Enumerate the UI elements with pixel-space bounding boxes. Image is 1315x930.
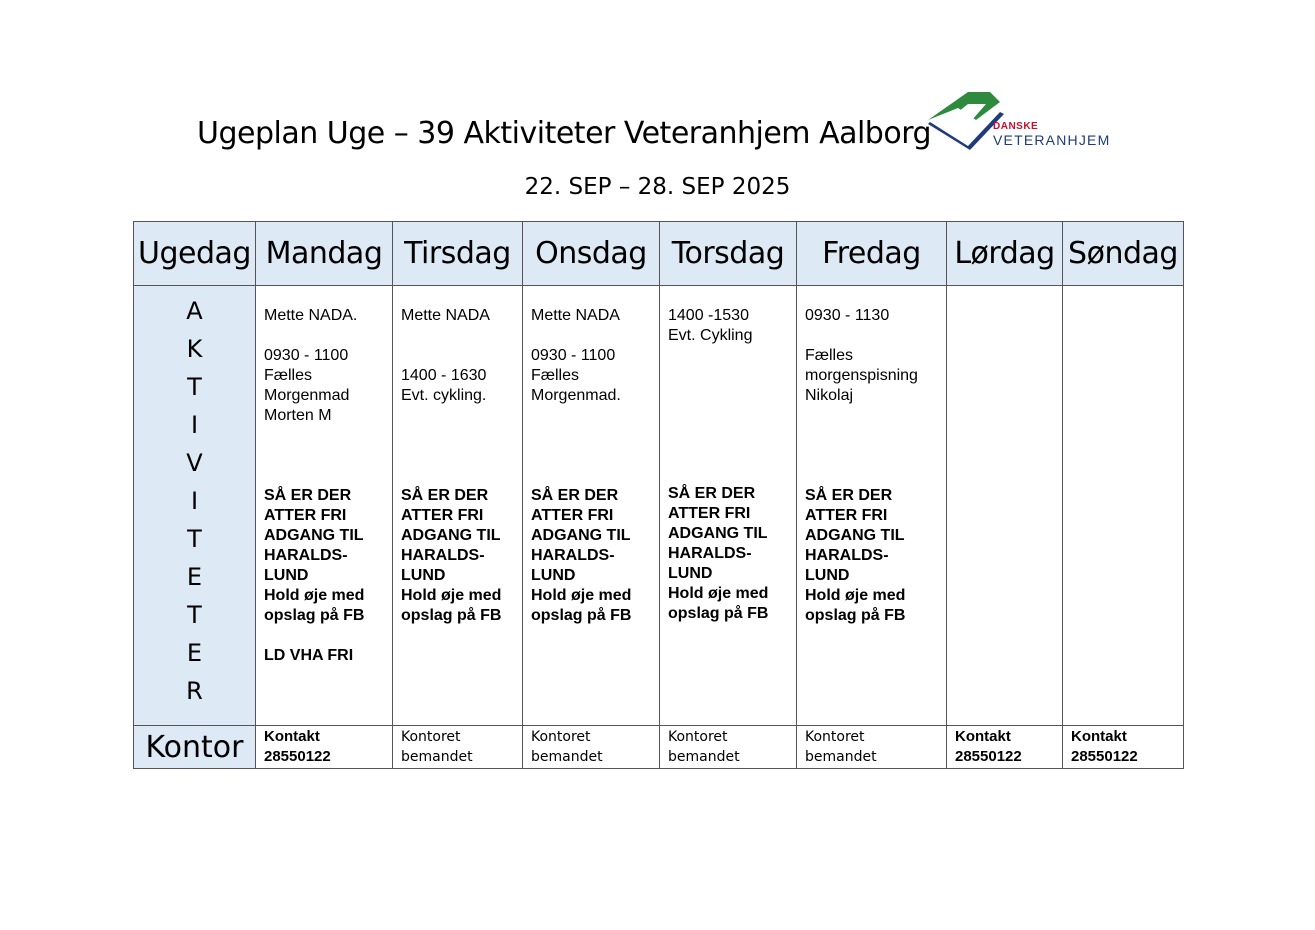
corner-header: Ugedag [134, 222, 256, 286]
day-header-torsdag: Torsdag [660, 222, 797, 286]
day-header-tirsdag: Tirsdag [393, 222, 523, 286]
office-cell-mandag: Kontakt 28550122 [256, 726, 393, 769]
week-schedule-table [133, 221, 1184, 769]
office-cell-sondag: Kontakt 28550122 [1063, 726, 1184, 769]
header-row [134, 222, 1184, 286]
day-header-fredag: Fredag [797, 222, 947, 286]
day-header-mandag: Mandag [256, 222, 393, 286]
date-range: 22. SEP – 28. SEP 2025 [524, 174, 791, 200]
activity-cell-torsdag: 1400 -1530 Evt. Cykling SÅ ER DER ATTER FRI ADGANG TIL HARALDS- LUND Hold øje med opslag på FB [660, 286, 797, 726]
logo-text-danske: DANSKE [993, 121, 1039, 132]
office-row [134, 726, 1184, 769]
day-header-sondag: Søndag [1063, 222, 1184, 286]
office-cell-fredag: Kontoret bemandet [797, 726, 947, 769]
activity-cell-tirsdag: Mette NADA 1400 - 1630 Evt. cykling. SÅ ER DER ATTER FRI ADGANG TIL HARALDS- LUND Hold øje med opslag på FB [393, 286, 523, 726]
activity-cell-mandag: Mette NADA. 0930 - 1100 Fælles Morgenmad Morten M SÅ ER DER ATTER FRI ADGANG TIL HARALDS- LUND Hold øje med opslag på FB LD VHA FRI [256, 286, 393, 726]
office-cell-torsdag: Kontoret bemandet [660, 726, 797, 769]
day-header-lordag: Lørdag [947, 222, 1063, 286]
activity-cell-fredag: 0930 - 1130 Fælles morgenspisning Nikolaj SÅ ER DER ATTER FRI ADGANG TIL HARALDS- LUND Hold øje med opslag på FB [797, 286, 947, 726]
page-title: Ugeplan Uge – 39 Aktiviteter Veteranhjem Aalborg [197, 116, 932, 151]
activity-cell-sondag [1063, 286, 1184, 726]
activities-row-label: A K T I V I T E T E R [134, 286, 256, 726]
activity-cell-onsdag: Mette NADA 0930 - 1100 Fælles Morgenmad. SÅ ER DER ATTER FRI ADGANG TIL HARALDS- LUND Hold øje med opslag på FB [523, 286, 660, 726]
day-header-onsdag: Onsdag [523, 222, 660, 286]
activities-row [134, 286, 1184, 726]
office-cell-tirsdag: Kontoret bemandet [393, 726, 523, 769]
office-cell-lordag: Kontakt 28550122 [947, 726, 1063, 769]
activity-cell-lordag [947, 286, 1063, 726]
office-row-label: Kontor [134, 726, 256, 769]
office-cell-onsdag: Kontoret bemandet [523, 726, 660, 769]
logo-text-veteranhjem: VETERANHJEM [993, 132, 1111, 148]
